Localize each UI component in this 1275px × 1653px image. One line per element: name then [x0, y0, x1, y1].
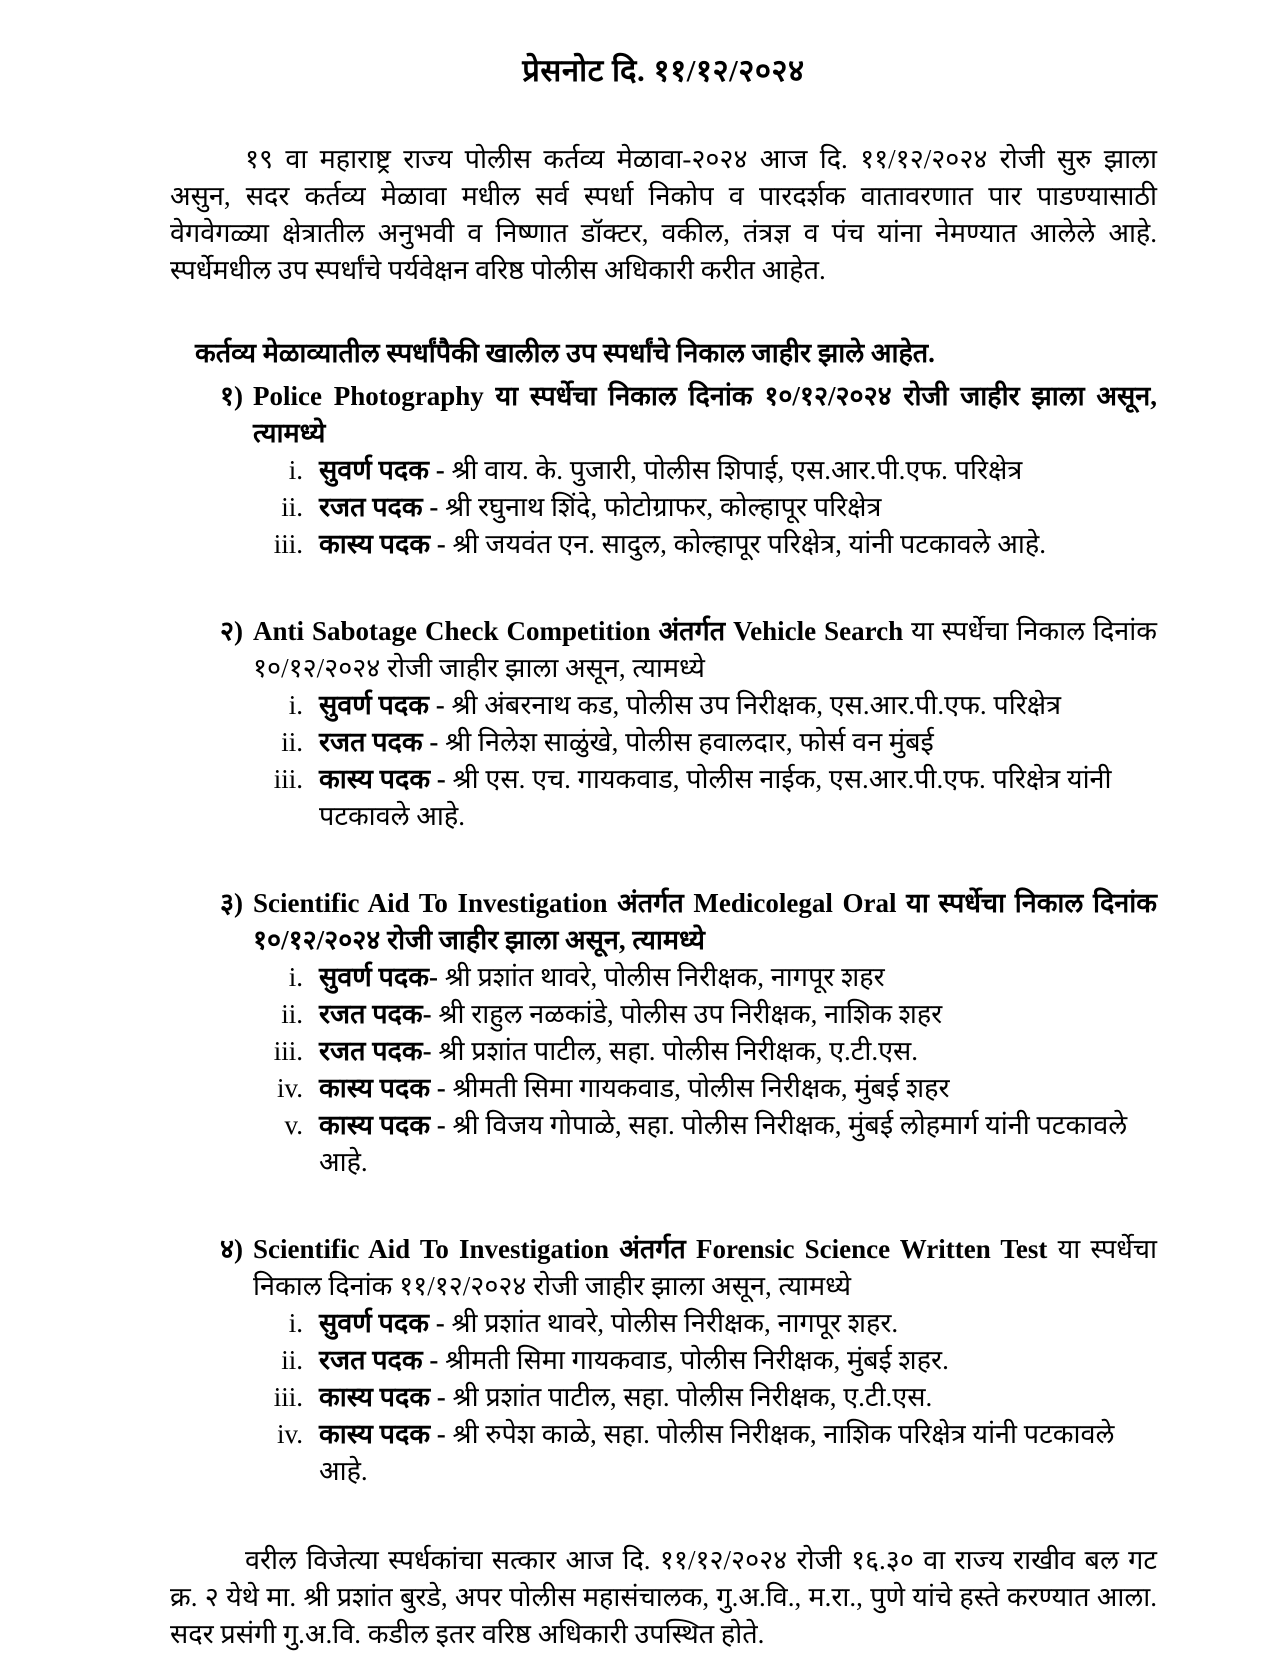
medal-item [253, 489, 1157, 526]
medal-item [253, 1342, 1157, 1379]
item-text-wrap [319, 1305, 1157, 1342]
closing-paragraph: वरील विजेत्या स्पर्धकांचा सत्कार आज दि. ११/१२/२०२४ रोजी १६.३० वा राज्य राखीव बल गट क्र. २ येथे मा. श्री प्रशांत बुरडे, अपर पोलीस महासंचालक, गु.अ.वि., म.रा., पुणे यांचे हस्ते करण्यात आला. सदर प्रसंगी गु.अ.वि. कडील इतर वरिष्ठ अधिकारी उपस्थित होते. [170, 1545, 1157, 1649]
item-text-wrap [319, 1379, 1157, 1416]
item-text-wrap [319, 1416, 1157, 1490]
section-number: २) [220, 616, 244, 646]
page-title: प्रेसनोट दि. ११/१२/२०२४ [522, 53, 805, 88]
medal-text: श्री प्रशांत पाटील, सहा. पोलीस निरीक्षक, ए.टी.एस. [438, 1036, 919, 1066]
item-numeral: i. [288, 455, 303, 485]
medal-text: श्री जयवंत एन. सादुल, कोल्हापूर परिक्षेत्र, यांनी पटकावले आहे. [452, 529, 1046, 559]
item-text-wrap [319, 761, 1157, 835]
medal-label: कास्य पदक - [319, 1382, 446, 1412]
item-numeral: ii. [281, 727, 303, 757]
medal-text: श्री निलेश साळुंखे, पोलीस हवालदार, फोर्स वन मुंबई [445, 727, 934, 757]
medal-item [253, 1107, 1157, 1181]
medal-label: कास्य पदक - [319, 529, 446, 559]
medal-text: श्रीमती सिमा गायकवाड, पोलीस निरीक्षक, मुंबई शहर. [445, 1345, 949, 1375]
results-heading: कर्तव्य मेळाव्यातील स्पर्धांपैकी खालील उप स्पर्धांचे निकाल जाहीर झाले आहेत. [195, 338, 935, 368]
section-forensic-science-written-test [170, 1231, 1157, 1490]
item-numeral: i. [288, 962, 303, 992]
section-title-bold: Scientific Aid To Investigation अंतर्गत Medicolegal Oral या स्पर्धेचा निकाल दिनांक १०/१२/२०२४ रोजी जाहीर झाला असून, त्यामध्ये [253, 888, 1157, 955]
item-numeral: iv. [277, 1419, 303, 1449]
medal-label: सुवर्ण पदक - [319, 1308, 445, 1338]
medal-text: श्री अंबरनाथ कड, पोलीस उप निरीक्षक, एस.आर.पी.एफ. परिक्षेत्र [451, 690, 1062, 720]
medal-item [253, 1070, 1157, 1107]
medal-text: श्री विजय गोपाळे, सहा. पोलीस निरीक्षक, मुंबई लोहमार्ग यांनी पटकावले आहे. [319, 1110, 1128, 1177]
medal-label: रजत पदक - [319, 1345, 439, 1375]
medal-item [253, 996, 1157, 1033]
medal-item [253, 1379, 1157, 1416]
section-police-photography [170, 378, 1157, 563]
medal-item [253, 1033, 1157, 1070]
medal-label: सुवर्ण पदक- [319, 962, 438, 992]
medal-label: कास्य पदक - [319, 1073, 446, 1103]
item-text-wrap [319, 1107, 1157, 1181]
medal-item [253, 687, 1157, 724]
medal-label: रजत पदक - [319, 492, 439, 522]
item-text-wrap [319, 1033, 1157, 1070]
section-title [253, 1231, 1157, 1305]
section-number: १) [220, 381, 244, 411]
medal-label: कास्य पदक - [319, 1110, 446, 1140]
medal-text: श्री प्रशांत पाटील, सहा. पोलीस निरीक्षक, ए.टी.एस. [452, 1382, 933, 1412]
medal-text: श्री रघुनाथ शिंदे, फोटोग्राफर, कोल्हापूर परिक्षेत्र [445, 492, 882, 522]
item-numeral: i. [288, 1308, 303, 1338]
item-text-wrap [319, 687, 1157, 724]
medal-label: सुवर्ण पदक - [319, 690, 445, 720]
medal-text: श्री प्रशांत थावरे, पोलीस निरीक्षक, नागपूर शहर [444, 962, 885, 992]
item-numeral: ii. [281, 999, 303, 1029]
section-medicolegal-oral [170, 885, 1157, 1181]
medal-label: सुवर्ण पदक - [319, 455, 445, 485]
item-text-wrap [319, 489, 1157, 526]
section-title-bold: Police Photography या स्पर्धेचा निकाल दिनांक १०/१२/२०२४ रोजी जाहीर झाला असून, त्यामध्ये [253, 381, 1157, 448]
item-text-wrap [319, 1342, 1157, 1379]
medal-text: श्री राहुल नळकांडे, पोलीस उप निरीक्षक, नाशिक शहर [438, 999, 943, 1029]
section-number: ४) [220, 1234, 244, 1264]
item-numeral: iii. [273, 1382, 303, 1412]
medal-text: श्री रुपेश काळे, सहा. पोलीस निरीक्षक, नाशिक परिक्षेत्र यांनी पटकावले आहे. [319, 1419, 1115, 1486]
medal-label: रजत पदक - [319, 727, 439, 757]
item-text-wrap [319, 724, 1157, 761]
item-numeral: ii. [281, 492, 303, 522]
section-vehicle-search [170, 613, 1157, 835]
item-numeral: iii. [273, 529, 303, 559]
section-body [253, 1231, 1157, 1490]
item-numeral: v. [284, 1110, 303, 1140]
medal-label: कास्य पदक - [319, 1419, 446, 1449]
medal-item [253, 452, 1157, 489]
medal-text: श्री वाय. के. पुजारी, पोलीस शिपाई, एस.आर.पी.एफ. परिक्षेत्र [451, 455, 1023, 485]
section-title-regular: या स्पर्धेचा निकाल दिनांक ११/१२/२०२४ रोजी जाहीर झाला असून, त्यामध्ये [253, 1234, 1157, 1301]
section-body [253, 885, 1157, 1181]
section-title-bold: Anti Sabotage Check Competition अंतर्गत Vehicle Search [253, 616, 904, 646]
medal-item [253, 959, 1157, 996]
item-text-wrap [319, 996, 1157, 1033]
medal-label: रजत पदक- [319, 999, 432, 1029]
medal-item [253, 1305, 1157, 1342]
item-numeral: i. [288, 690, 303, 720]
medal-item [253, 526, 1157, 563]
item-numeral: iv. [277, 1073, 303, 1103]
section-title-bold: Scientific Aid To Investigation अंतर्गत Forensic Science Written Test [253, 1234, 1048, 1264]
item-text-wrap [319, 452, 1157, 489]
medal-item [253, 761, 1157, 835]
medal-text: श्रीमती सिमा गायकवाड, पोलीस निरीक्षक, मुंबई शहर [452, 1073, 950, 1103]
item-numeral: ii. [281, 1345, 303, 1375]
medal-item [253, 724, 1157, 761]
item-text-wrap [319, 526, 1157, 563]
medal-text: श्री एस. एच. गायकवाड, पोलीस नाईक, एस.आर.पी.एफ. परिक्षेत्र यांनी पटकावले आहे. [319, 764, 1112, 831]
medal-label: रजत पदक- [319, 1036, 432, 1066]
item-numeral: iii. [273, 764, 303, 794]
section-title-regular: या स्पर्धेचा निकाल दिनांक १०/१२/२०२४ रोजी जाहीर झाला असून, त्यामध्ये [253, 616, 1158, 683]
item-text-wrap [319, 1070, 1157, 1107]
section-body [253, 613, 1157, 835]
section-title [253, 613, 1157, 687]
section-title [253, 378, 1157, 452]
medal-label: कास्य पदक - [319, 764, 446, 794]
medal-text: श्री प्रशांत थावरे, पोलीस निरीक्षक, नागपूर शहर. [451, 1308, 899, 1338]
medal-item [253, 1416, 1157, 1490]
section-title [253, 885, 1157, 959]
item-text-wrap [319, 959, 1157, 996]
item-numeral: iii. [273, 1036, 303, 1066]
section-number: ३) [220, 888, 244, 918]
intro-paragraph: १९ वा महाराष्ट्र राज्य पोलीस कर्तव्य मेळावा-२०२४ आज दि. ११/१२/२०२४ रोजी सुरु झाला असुन, सदर कर्तव्य मेळावा मधील सर्व स्पर्धा निकोप व पारदर्शक वातावरणात पार पाडण्यासाठी वेगवेगळ्या क्षेत्रातील अनुभवी व निष्णात डॉक्टर, वकील, तंत्रज्ञ व पंच यांना नेमण्यात आलेले आहे. स्पर्धेमधील उप स्पर्धांचे पर्यवेक्षन वरिष्ठ पोलीस अधिकारी करीत आहेत. [170, 144, 1157, 285]
section-body [253, 378, 1157, 563]
